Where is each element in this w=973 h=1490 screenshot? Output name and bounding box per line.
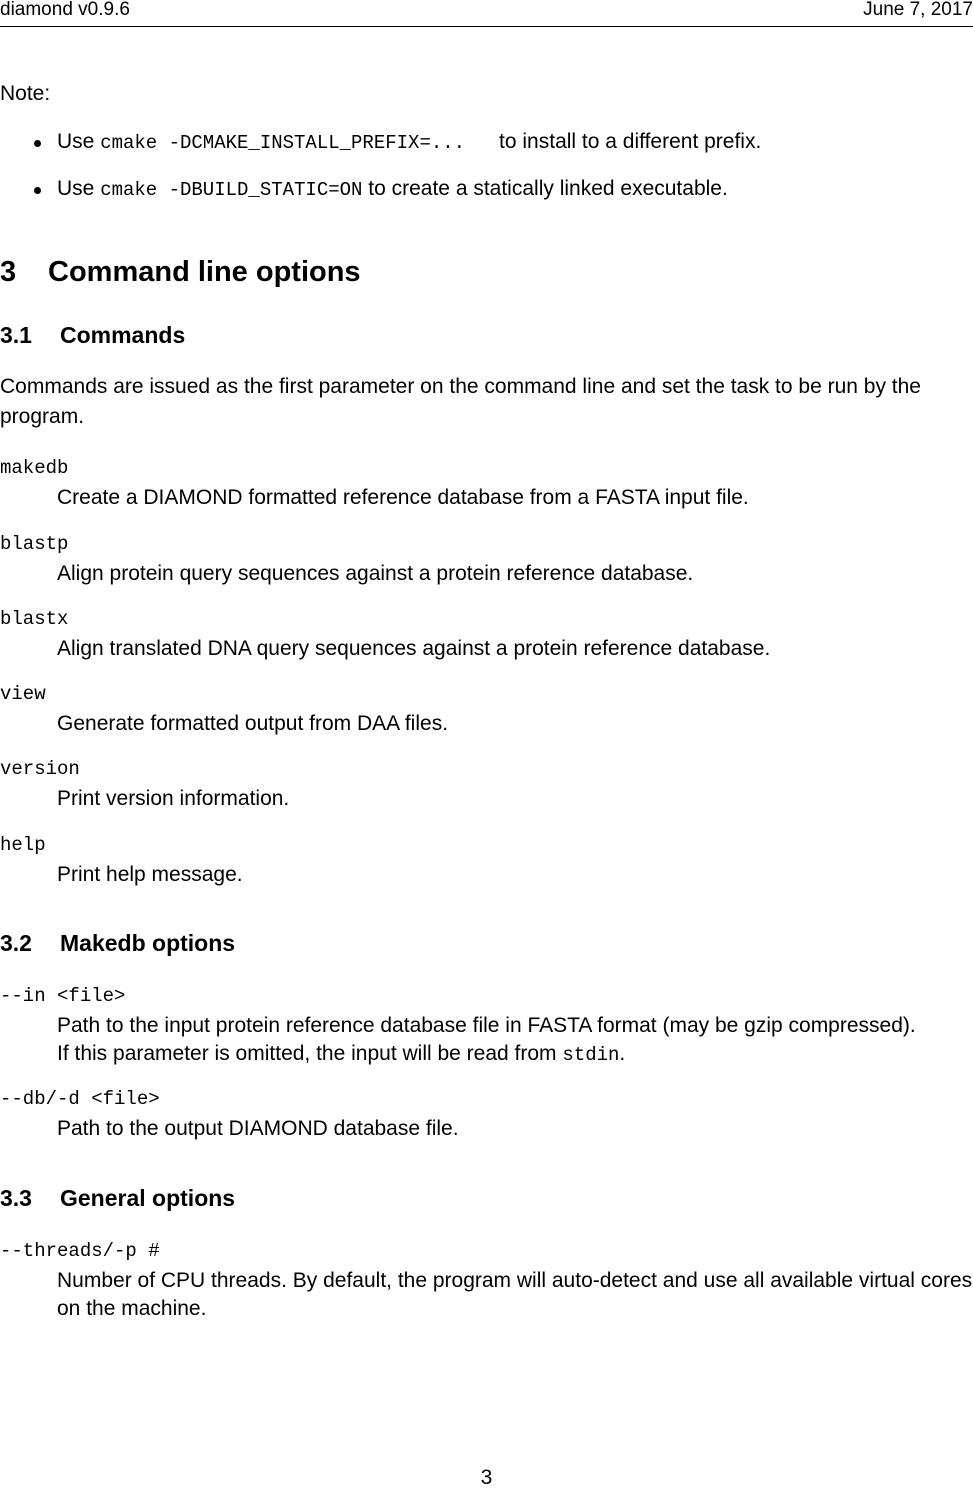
- bullet-text-pre: Use: [57, 130, 101, 153]
- section-heading-command-line-options: [0, 254, 361, 290]
- definition-description: Align translated DNA query sequences against a protein reference database.: [57, 637, 771, 660]
- subsection-title: Makedb options: [60, 930, 236, 956]
- commands-intro-paragraph: Commands are issued as the first parameter on the command line and set the task to be run by the program.: [0, 375, 921, 428]
- page-header: [0, 0, 973, 27]
- definition-description: Number of CPU threads. By default, the program will auto-detect and use all available virtual cores on the machine.: [57, 1269, 973, 1320]
- bullet-text-post: to install to a different prefix.: [499, 130, 762, 153]
- bullet-dot-icon: [34, 187, 41, 194]
- definition-term: help: [0, 834, 46, 856]
- definition-description-line: [57, 1040, 973, 1069]
- definition-item-help: [0, 834, 973, 889]
- section-number: 3: [0, 256, 17, 288]
- definition-term: --in <file>: [0, 985, 126, 1007]
- definition-term: view: [0, 683, 46, 705]
- subsection-number: 3.1: [0, 322, 32, 348]
- definition-term: makedb: [0, 457, 69, 479]
- bullet-dot-icon: [34, 140, 41, 147]
- definition-description-line: Path to the input protein reference database file in FASTA format (may be gzip compressed).: [57, 1014, 916, 1037]
- definition-term: blastp: [0, 533, 69, 555]
- section-title: Command line options: [48, 256, 361, 288]
- header-date: June 7, 2017: [863, 0, 973, 20]
- bullet-text-pre: Use: [57, 177, 101, 200]
- bullet-code: cmake -DCMAKE_INSTALL_PREFIX=...: [100, 132, 466, 154]
- subsection-number: 3.2: [0, 930, 32, 956]
- bullet-code: cmake -DBUILD_STATIC=ON: [100, 179, 363, 201]
- definition-item-threads: [0, 1240, 973, 1323]
- definition-item-blastx: [0, 608, 973, 663]
- definition-description: Print version information.: [57, 787, 290, 810]
- definition-item-view: [0, 683, 973, 738]
- header-document-title: diamond v0.9.6: [0, 0, 130, 20]
- description-text: .: [619, 1042, 626, 1065]
- subsection-number: 3.3: [0, 1185, 32, 1211]
- definition-description: [0, 1012, 973, 1069]
- note-bullet-list: [0, 128, 973, 222]
- description-code: stdin: [562, 1044, 620, 1066]
- definition-item-version: [0, 758, 973, 813]
- definition-description: Create a DIAMOND formatted reference database from a FASTA input file.: [57, 486, 749, 509]
- subsection-heading-general-options: [0, 1184, 235, 1212]
- subsection-heading-commands: [0, 321, 185, 349]
- bullet-build-static: [0, 175, 973, 203]
- page-number: 3: [480, 1466, 493, 1489]
- definition-item-in: [0, 985, 973, 1069]
- definition-description: Path to the output DIAMOND database file.: [57, 1117, 459, 1140]
- definition-term: version: [0, 758, 80, 780]
- subsection-title: General options: [60, 1185, 236, 1211]
- note-label: Note:: [0, 82, 51, 105]
- definition-description: Print help message.: [57, 863, 243, 886]
- subsection-title: Commands: [60, 322, 186, 348]
- definition-item-makedb: [0, 457, 973, 512]
- bullet-install-prefix: [0, 128, 973, 156]
- description-text: If this parameter is omitted, the input will be read from: [57, 1042, 563, 1065]
- definition-item-blastp: [0, 533, 973, 588]
- definition-description: Generate formatted output from DAA files.: [57, 712, 449, 735]
- definition-term: blastx: [0, 608, 69, 630]
- definition-item-db: [0, 1088, 973, 1143]
- definition-description: Align protein query sequences against a protein reference database.: [57, 562, 694, 585]
- definition-term: --threads/-p #: [0, 1240, 160, 1262]
- bullet-text-post: to create a statically linked executable.: [362, 177, 728, 200]
- subsection-heading-makedb-options: [0, 929, 235, 957]
- definition-term: --db/-d <file>: [0, 1088, 160, 1110]
